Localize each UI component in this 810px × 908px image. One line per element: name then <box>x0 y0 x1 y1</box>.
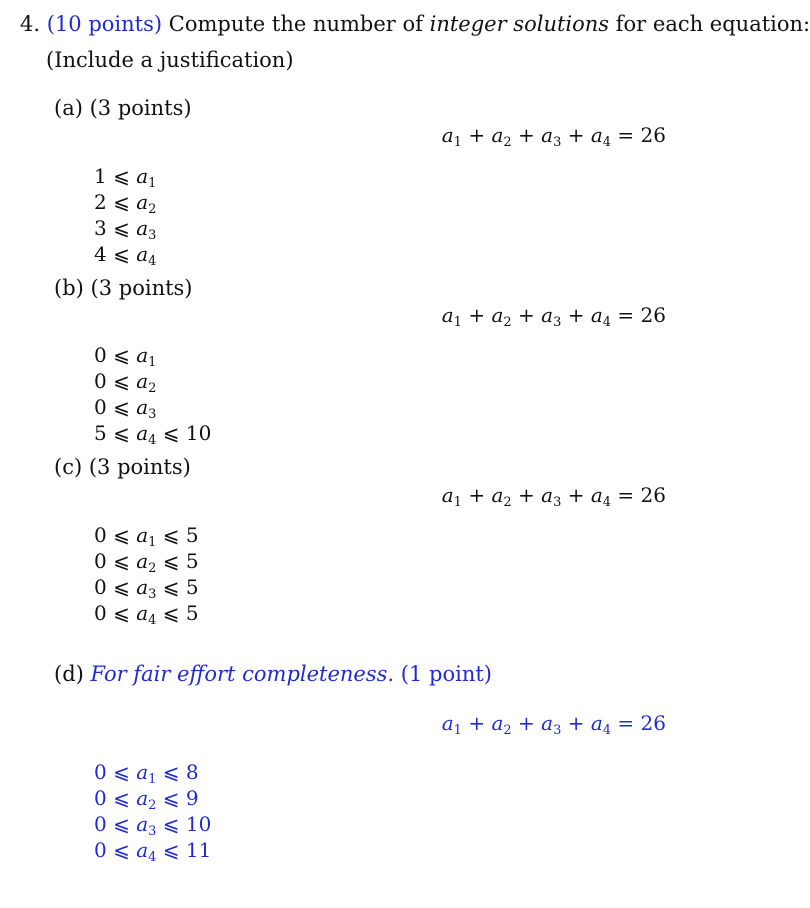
part-b-points: (3 points) <box>90 276 193 300</box>
question-points: (10 points) <box>46 12 163 36</box>
part-a-equation: $a_1 + a_2 + a_3 + a_4 = 26$ <box>441 123 666 150</box>
constraint-row: 2 ⩽ $a_2$ <box>94 190 157 217</box>
part-b-constraints <box>94 342 211 446</box>
constraint-row: 0 ⩽ $a_2$ ⩽ 5 <box>94 549 199 576</box>
constraint-row: 4 ⩽ $a_4$ <box>94 242 157 269</box>
part-a-constraints <box>94 163 156 267</box>
constraint-row: 0 ⩽ $a_4$ ⩽ 5 <box>94 601 199 628</box>
part-b-header <box>54 276 193 300</box>
constraint-row: 0 ⩽ $a_2$ <box>94 369 157 396</box>
constraint-row: 1 ⩽ $a_1$ <box>94 164 157 191</box>
constraint-row: 0 ⩽ $a_3$ ⩽ 5 <box>94 575 199 602</box>
part-d-label: (d) <box>54 662 84 686</box>
part-b-label: (b) <box>54 276 84 300</box>
constraint-row: 3 ⩽ $a_3$ <box>94 216 157 243</box>
part-c-constraints <box>94 522 199 626</box>
part-a-points: (3 points) <box>89 96 192 120</box>
part-d-desc: For fair effort completeness. <box>90 662 395 686</box>
question-number: 4. <box>20 12 41 36</box>
constraint-row: 0 ⩽ $a_3$ ⩽ 10 <box>94 812 212 839</box>
constraint-row: 0 ⩽ $a_1$ ⩽ 5 <box>94 523 199 550</box>
question-subtext: (Include a justification) <box>46 48 294 72</box>
constraint-row: 0 ⩽ $a_3$ <box>94 395 157 422</box>
question-header <box>20 12 810 36</box>
constraint-row: 0 ⩽ $a_2$ ⩽ 9 <box>94 786 199 813</box>
part-d-equation: $a_1 + a_2 + a_3 + a_4 = 26$ <box>441 711 666 738</box>
part-c-equation: $a_1 + a_2 + a_3 + a_4 = 26$ <box>441 483 666 510</box>
part-c-points: (3 points) <box>88 455 191 479</box>
part-a-label: (a) <box>54 96 83 120</box>
question-emphasis: integer solutions <box>429 12 610 36</box>
question-text-before: Compute the number of <box>168 12 423 36</box>
question-text-after: for each equation: <box>615 12 810 36</box>
part-d-constraints <box>94 759 211 863</box>
part-a-header <box>54 96 192 120</box>
part-d-header <box>54 662 492 686</box>
part-b-equation: $a_1 + a_2 + a_3 + a_4 = 26$ <box>441 303 666 330</box>
constraint-row: 0 ⩽ $a_4$ ⩽ 11 <box>94 838 212 865</box>
constraint-row: 0 ⩽ $a_1$ ⩽ 8 <box>94 760 199 787</box>
constraint-row: 5 ⩽ $a_4$ ⩽ 10 <box>94 421 212 448</box>
part-c-label: (c) <box>54 455 83 479</box>
constraint-row: 0 ⩽ $a_1$ <box>94 343 157 370</box>
part-c-header <box>54 455 191 479</box>
part-d-points: (1 point) <box>400 662 492 686</box>
